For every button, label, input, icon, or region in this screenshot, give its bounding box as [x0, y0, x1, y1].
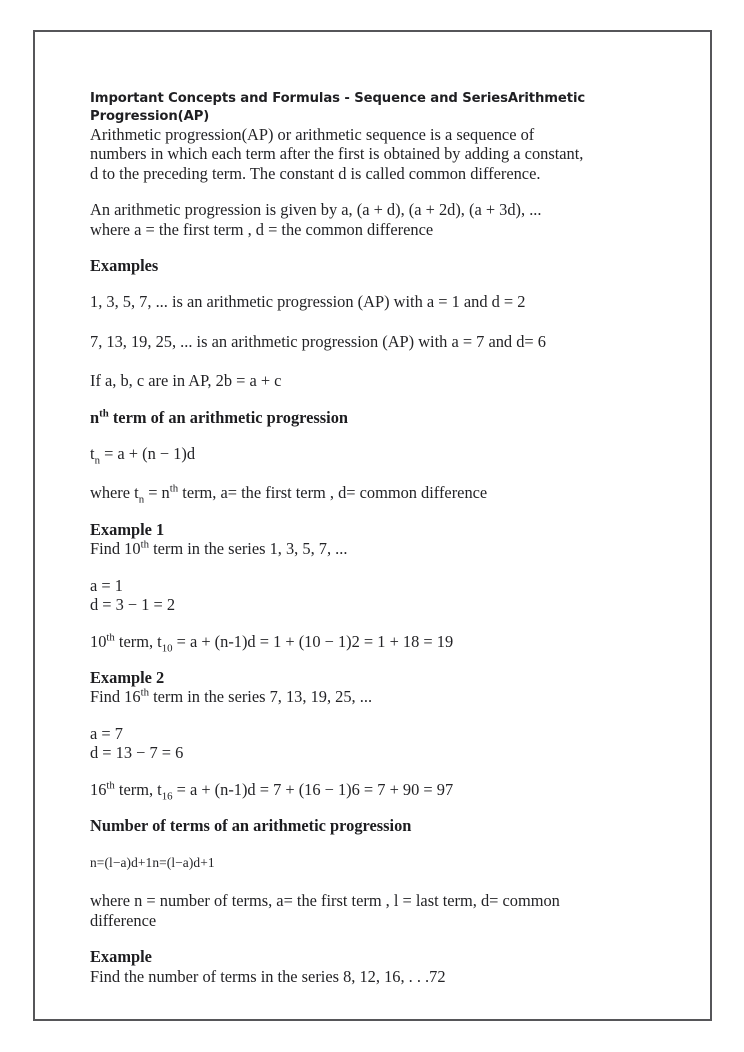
- example-3-heading: Example: [90, 947, 152, 967]
- example-2-solution-subscript: 16: [161, 789, 173, 802]
- spacer: [90, 351, 642, 371]
- example-2-solution-rest: = a + (n-1)d = 7 + (16 − 1)6 = 7 + 90 = 97: [172, 779, 454, 799]
- number-of-terms-formula: n=(l−a)d+1n=(l−a)d+1: [90, 855, 215, 871]
- nth-term-heading-rest: term of an arithmetic progression: [108, 407, 349, 427]
- spacer: [90, 312, 642, 332]
- nth-term-where-subscript: n: [138, 493, 145, 506]
- example-1-task-rest: term in the series 1, 3, 5, 7, ...: [148, 539, 348, 559]
- example-2-task-prefix: Find 16: [90, 687, 141, 707]
- number-of-terms-where-line-2: difference: [90, 910, 157, 930]
- spacer: [90, 835, 642, 855]
- example-1-heading: Example 1: [90, 519, 165, 539]
- examples-heading: Examples: [90, 256, 159, 276]
- nth-term-formula-prefix: t: [90, 444, 95, 464]
- example-bullet-1: 1, 3, 5, 7, ... is an arithmetic progression (AP) with a = 1 and d = 2: [90, 292, 526, 312]
- example-3-task: Find the number of terms in the series 8, 12, 16, . . .72: [90, 966, 446, 986]
- example-2-solution: [90, 779, 642, 802]
- page-title-line-2: Progression(AP): [90, 108, 210, 124]
- example-2-heading: Example 2: [90, 667, 165, 687]
- spacer: [90, 503, 642, 520]
- spacer: [90, 763, 642, 780]
- spacer: [90, 463, 642, 483]
- intro-line-2: numbers in which each term after the first is obtained by adding a constant,: [90, 144, 584, 164]
- spacer: [90, 615, 642, 632]
- document-body: [90, 90, 642, 986]
- example-2-task-rest: term in the series 7, 13, 19, 25, ...: [148, 687, 373, 707]
- page-title-line-1: Important Concepts and Formulas - Sequence and SeriesArithmetic: [90, 91, 586, 106]
- example-1-given-d: d = 3 − 1 = 2: [90, 595, 176, 615]
- example-1-solution-rest: = a + (n-1)d = 1 + (10 − 1)2 = 1 + 18 = 19: [172, 631, 454, 651]
- nth-term-heading: [90, 408, 642, 427]
- nth-term-formula-subscript: n: [94, 454, 100, 467]
- example-1-task-prefix: Find 10: [90, 539, 141, 559]
- example-2-solution-superscript: th: [106, 779, 115, 792]
- spacer: [90, 183, 642, 200]
- spacer: [90, 559, 642, 576]
- example-2-given-a: a = 7: [90, 723, 123, 743]
- intro-paragraph: [90, 125, 642, 183]
- nth-term-heading-prefix: n: [90, 407, 100, 427]
- example-1-solution-subscript: 10: [161, 641, 173, 654]
- spacer: [90, 871, 642, 891]
- example-2-task: [90, 687, 642, 706]
- intro-line-1: Arithmetic progression(AP) or arithmetic sequence is a sequence of: [90, 125, 535, 144]
- spacer: [90, 427, 642, 444]
- spacer: [90, 707, 642, 724]
- example-1-solution-mid: term, t: [114, 631, 162, 651]
- example-bullet-2: 7, 13, 19, 25, ... is an arithmetic progression (AP) with a = 7 and d= 6: [90, 331, 546, 351]
- page-title: [90, 90, 642, 125]
- nth-term-where-part-1: where t: [90, 483, 139, 503]
- general-form-line-1: An arithmetic progression is given by a, (a + d), (a + 2d), (a + 3d), ...: [90, 200, 542, 220]
- number-of-terms-heading: Number of terms of an arithmetic progression: [90, 815, 412, 835]
- spacer: [90, 275, 642, 292]
- general-form-paragraph: [90, 200, 642, 239]
- page-border-frame: [33, 30, 712, 1021]
- example-1-solution-prefix: 10: [90, 631, 107, 651]
- number-of-terms-where-clause: [90, 891, 642, 930]
- example-2-solution-prefix: 16: [90, 779, 107, 799]
- number-of-terms-where-line-1: where n = number of terms, a= the first term , l = last term, d= common: [90, 891, 560, 911]
- general-form-line-2: where a = the first term , d = the common difference: [90, 219, 434, 239]
- example-1-given-a: a = 1: [90, 575, 123, 595]
- example-bullet-3: If a, b, c are in AP, 2b = a + c: [90, 371, 282, 391]
- nth-term-where-part-2: = n: [144, 483, 170, 503]
- spacer: [90, 391, 642, 408]
- example-1-solution-superscript: th: [106, 631, 115, 644]
- nth-term-formula: [90, 444, 642, 467]
- example-1-task-superscript: th: [140, 538, 149, 551]
- nth-term-where-superscript: th: [169, 483, 179, 495]
- nth-term-where-clause: [90, 483, 642, 506]
- spacer: [90, 239, 642, 256]
- spacer: [90, 930, 642, 947]
- nth-term-where-part-3: term, a= the first term , d= common difference: [178, 483, 488, 503]
- nth-term-formula-rest: = a + (n − 1)d: [99, 444, 196, 464]
- nth-term-heading-superscript: th: [99, 407, 109, 420]
- example-2-task-superscript: th: [140, 686, 149, 699]
- example-1-task: [90, 539, 642, 558]
- intro-line-3: d to the preceding term. The constant d is called common difference.: [90, 163, 541, 183]
- example-2-given-d: d = 13 − 7 = 6: [90, 743, 184, 763]
- example-2-solution-mid: term, t: [114, 779, 162, 799]
- example-1-solution: [90, 631, 642, 654]
